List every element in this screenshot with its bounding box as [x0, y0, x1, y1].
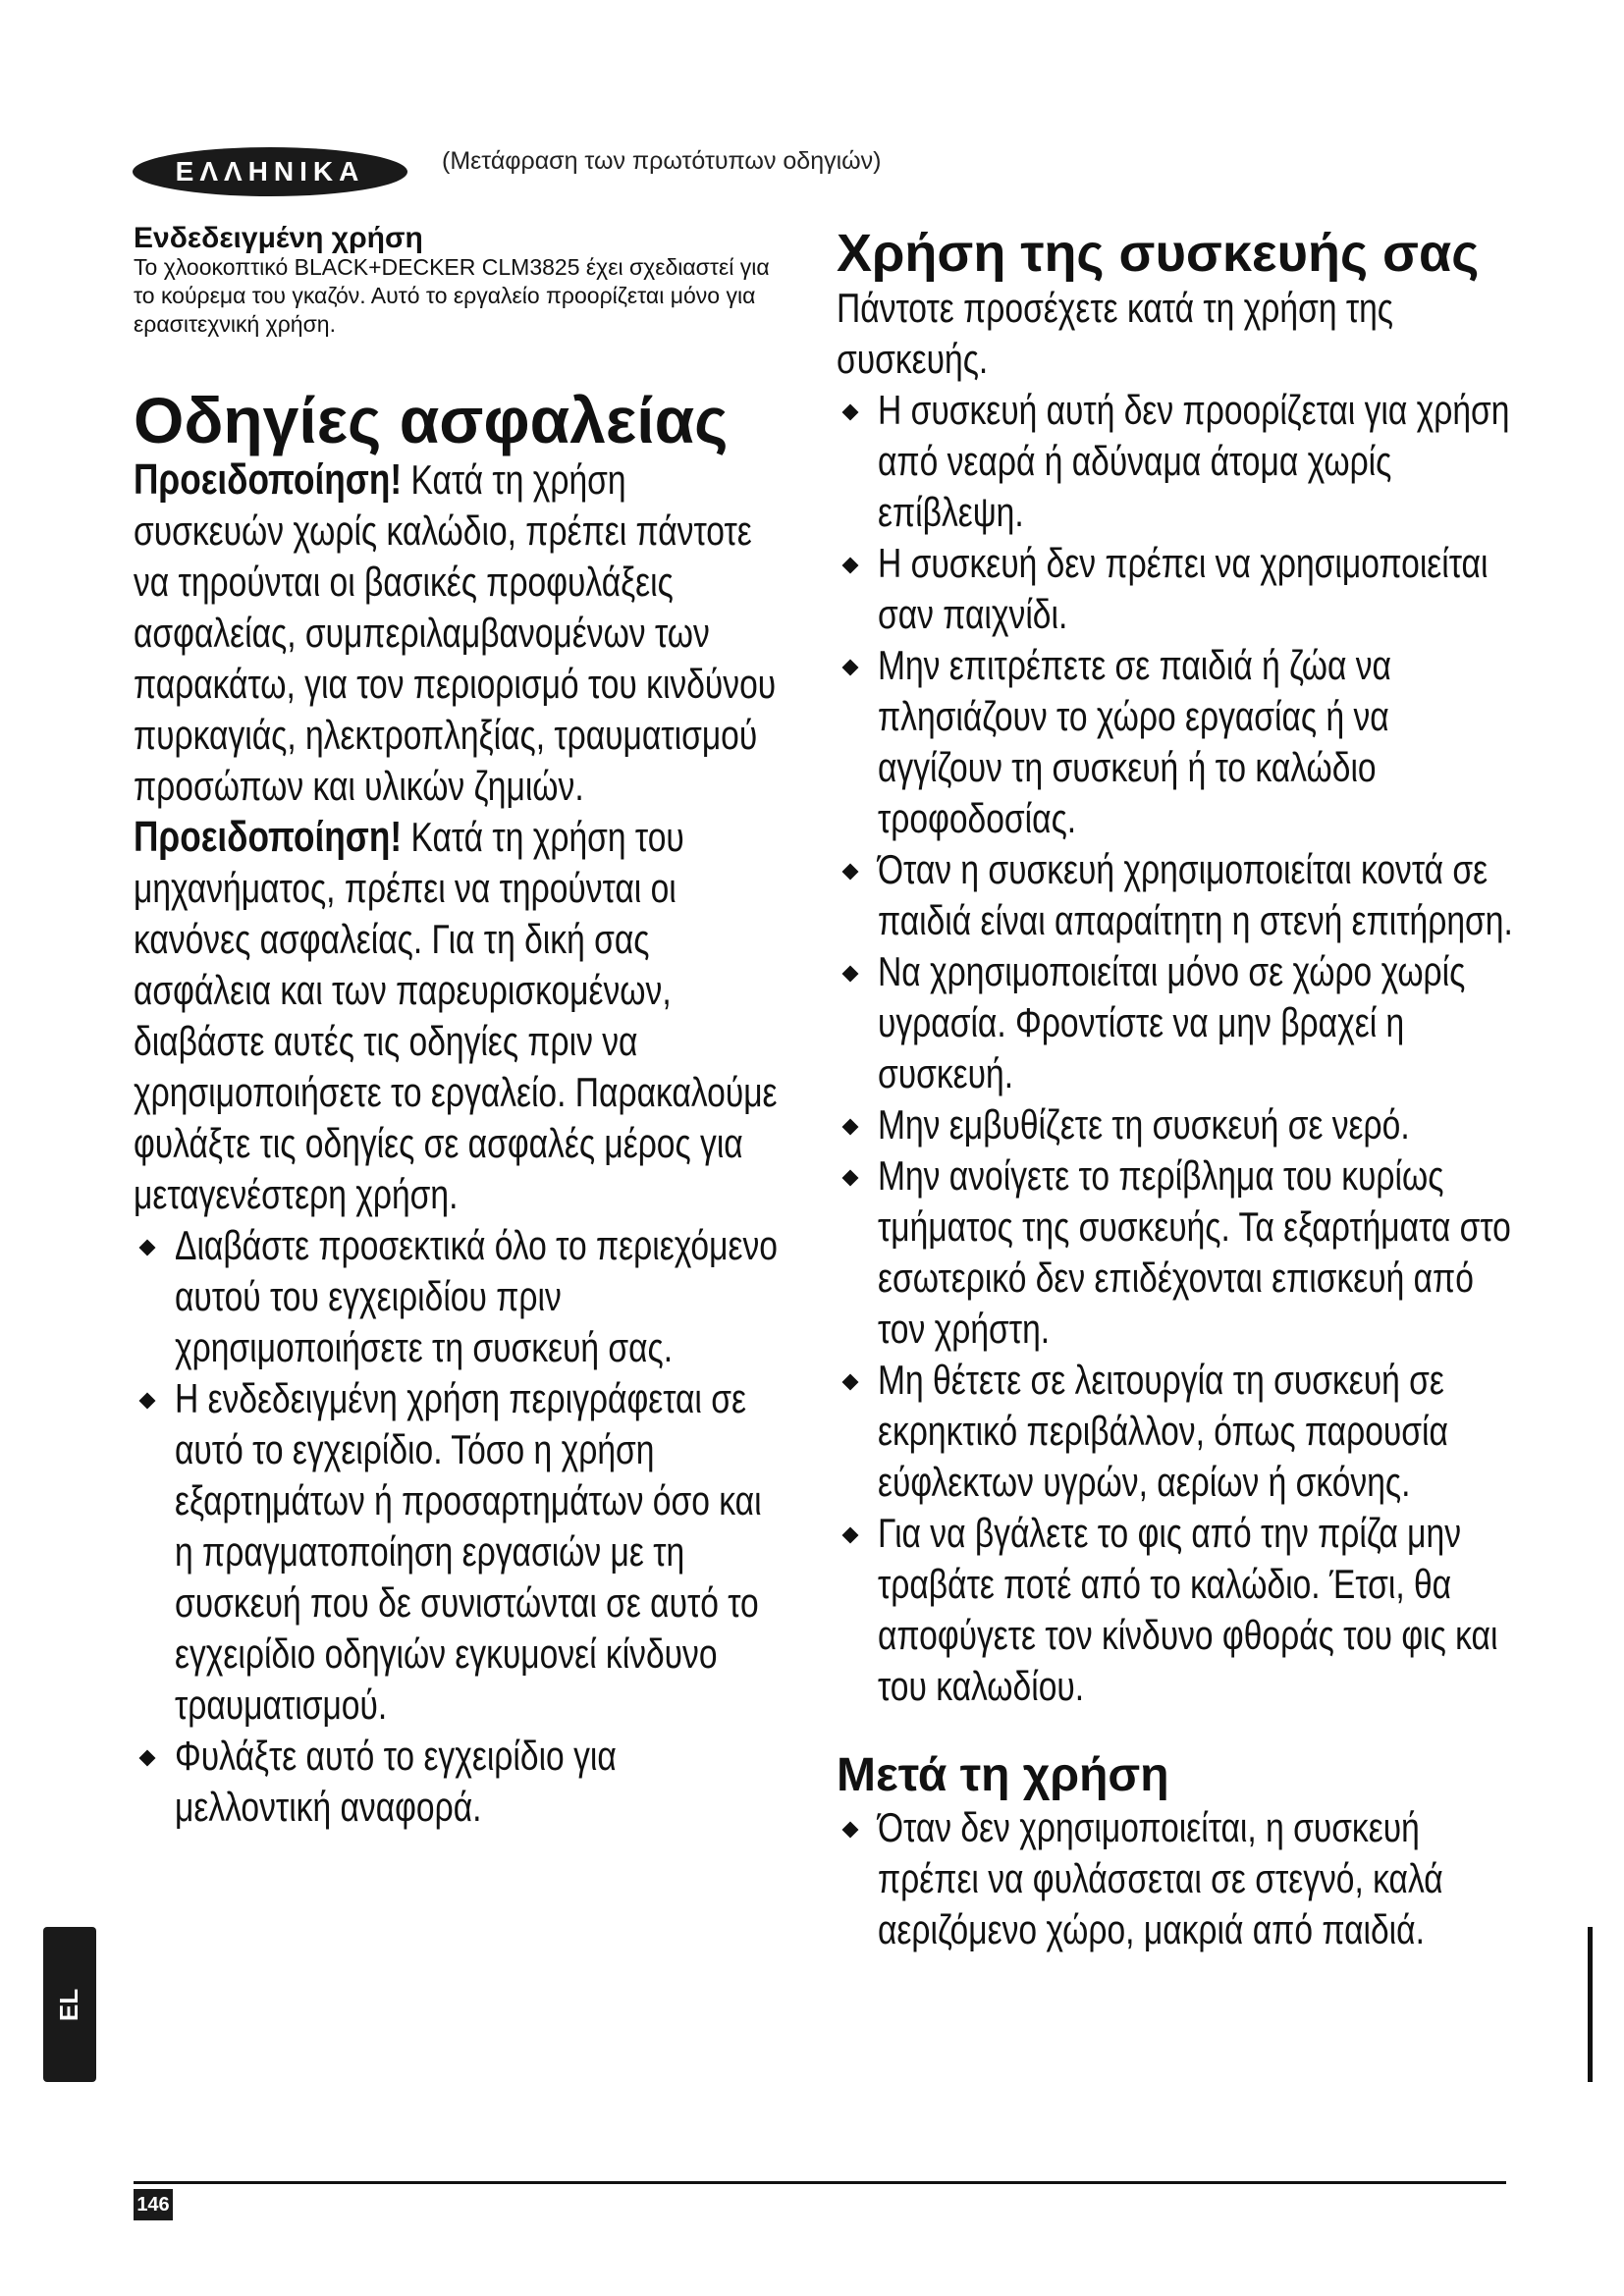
warning-text-1: Κατά τη χρήση συσκευών χωρίς καλώδιο, πρέπει πάντοτε να τηρούνται οι βασικές προφυλάξεις ασφαλείας, συμπεριλαμβανομένων των παρακάτω, για τον περιορισμό του κινδύνου πυρκαγιάς, ηλεκτροπληξίας, τραυματισμού προσώπων και υλικών ζημιών. — [134, 456, 777, 809]
footer-divider — [134, 2181, 1506, 2184]
diamond-bullet-icon — [842, 1119, 859, 1136]
side-tab-label: EL — [54, 1988, 84, 2021]
diamond-bullet-icon — [139, 1750, 156, 1767]
right-column — [837, 224, 1514, 1955]
use-bullet-list — [837, 385, 1514, 1712]
list-item: Η συσκευή αυτή δεν προορίζεται για χρήση από νεαρά ή αδύναμα άτομα χωρίς επίβλεψη. — [837, 385, 1514, 538]
language-side-tab — [43, 1927, 96, 2082]
diamond-bullet-icon — [842, 660, 859, 676]
diamond-bullet-icon — [842, 864, 859, 881]
list-item: Φυλάξτε αυτό το εγχειρίδιο για μελλοντική αναφορά. — [134, 1731, 782, 1833]
language-badge: ΕΛΛΗΝΙΚΑ — [133, 147, 407, 196]
list-item: Μην επιτρέπετε σε παιδιά ή ζώα να πλησιάζουν το χώρο εργασίας ή να αγγίζουν τη συσκευή ή το καλώδιο τροφοδοσίας. — [837, 640, 1514, 844]
diamond-bullet-icon — [842, 966, 859, 983]
warning-text-2: Κατά τη χρήση του μηχανήματος, πρέπει να τηρούνται οι κανόνες ασφαλείας. Για τη δική σας ασφάλεια και των παρευρισκομένων, διαβάστε αυτές τις οδηγίες πριν να χρησιμοποιήσετε το εργαλείο. Παρακαλούμε φυλάξτε τις οδηγίες σε ασφαλές μέρος για μεταγενέστερη χρήση. — [134, 814, 778, 1217]
diamond-bullet-icon — [139, 1393, 156, 1410]
list-item: Μην ανοίγετε το περίβλημα του κυρίως τμήματος της συσκευής. Τα εξαρτήματα στο εσωτερικό δεν επιδέχονται επισκευή από τον χρήστη. — [837, 1150, 1514, 1355]
diamond-bullet-icon — [842, 1170, 859, 1187]
list-item: Όταν δεν χρησιμοποιείται, η συσκευή πρέπει να φυλάσσεται σε στεγνό, καλά αεριζόμενο χώρο, μακριά από παιδιά. — [837, 1802, 1514, 1955]
after-use-bullet-list — [837, 1802, 1514, 1955]
warning-label-1: Προειδοποίηση! — [134, 455, 403, 504]
diamond-bullet-icon — [842, 558, 859, 574]
use-intro: Πάντοτε προσέχετε κατά τη χρήση της συσκευής. — [837, 285, 1393, 382]
warning-paragraph-1 — [134, 454, 782, 812]
list-item: Μην εμβυθίζετε τη συσκευή σε νερό. — [837, 1099, 1514, 1150]
list-item: Η συσκευή δεν πρέπει να χρησιμοποιείται σαν παιχνίδι. — [837, 538, 1514, 640]
after-use-title: Μετά τη χρήση — [837, 1749, 1169, 1801]
list-item: Η ενδεδειγμένη χρήση περιγράφεται σε αυτό το εγχειρίδιο. Τόσο η χρήση εξαρτημάτων ή προσαρτημάτων όσο και η πραγματοποίηση εργασιών με τη συσκευή που δε συνιστώνται σε αυτό το εγχειρίδιο οδηγιών εγκυμονεί κίνδυνο τραυματισμού. — [134, 1373, 782, 1731]
use-title: Χρήση της συσκευής σας — [837, 224, 1480, 283]
diamond-bullet-icon — [842, 1374, 859, 1391]
list-item: Μη θέτετε σε λειτουργία τη συσκευή σε εκρηκτικό περιβάλλον, όπως παρουσία εύφλεκτων υγρών, αερίων ή σκόνης. — [837, 1355, 1514, 1508]
warning-paragraph-2 — [134, 812, 782, 1220]
left-column — [134, 224, 782, 1833]
list-item: Όταν η συσκευή χρησιμοποιείται κοντά σε παιδιά είναι απαραίτητη η στενή επιτήρηση. — [837, 844, 1514, 946]
diamond-bullet-icon — [842, 1527, 859, 1544]
intended-use-title: Ενδεδειγμένη χρήση — [134, 222, 423, 254]
diamond-bullet-icon — [842, 1822, 859, 1839]
safety-instructions-title: Οδηγίες ασφαλείας — [134, 384, 729, 456]
safety-bullet-list — [134, 1220, 782, 1833]
warning-label-2: Προειδοποίηση! — [134, 813, 403, 861]
list-item: Να χρησιμοποιείται μόνο σε χώρο χωρίς υγρασία. Φροντίστε να μην βραχεί η συσκευή. — [837, 946, 1514, 1099]
margin-bar — [1588, 1927, 1593, 2082]
diamond-bullet-icon — [842, 404, 859, 421]
page-number: 146 — [134, 2189, 173, 2220]
list-item: Για να βγάλετε το φις από την πρίζα μην τραβάτε ποτέ από το καλώδιο. Έτσι, θα αποφύγετε τον κίνδυνο φθοράς του φις και του καλωδίου. — [837, 1508, 1514, 1712]
diamond-bullet-icon — [139, 1240, 156, 1256]
list-item: Διαβάστε προσεκτικά όλο το περιεχόμενο αυτού του εγχειριδίου πριν χρησιμοποιήσετε τη συσκευή σας. — [134, 1220, 782, 1373]
translation-note: (Μετάφραση των πρωτότυπων οδηγιών) — [442, 147, 882, 175]
intended-use-text: Το χλοοκοπτικό BLACK+DECKER CLM3825 έχει σχεδιαστεί για το κούρεμα του γκαζόν. Αυτό το εργαλείο προορίζεται μόνο για ερασιτεχνική χρήση. — [134, 254, 770, 337]
